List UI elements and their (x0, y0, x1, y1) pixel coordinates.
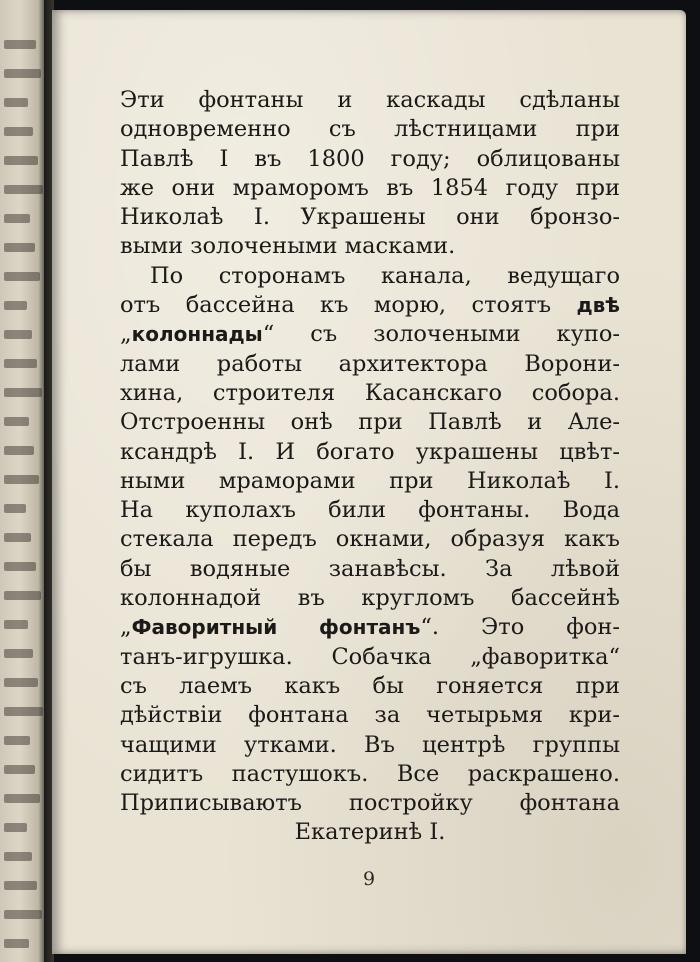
line-text: чащими утками. Въ центрѣ группы (120, 731, 620, 758)
text-line (120, 291, 620, 320)
line-text: танъ-игрушка. Собачка „фаворитка“ (120, 643, 620, 670)
line-text: Екатеринѣ I. (294, 819, 446, 846)
ghost-text-line (4, 417, 29, 426)
line-text: стекала передъ окнами, образуя какъ (120, 526, 620, 553)
text-line (120, 408, 620, 437)
line-text: дѣйствiи фонтана за четырьмя кри- (120, 702, 620, 729)
ghost-text-line (4, 533, 31, 542)
ghost-text-line (4, 243, 35, 252)
ghost-text-line (4, 823, 27, 832)
ghost-text-line (4, 794, 40, 803)
ghost-text-line (4, 272, 40, 281)
ghost-text-line (4, 156, 38, 165)
text-line (120, 584, 620, 613)
text-line (120, 496, 620, 525)
line-text: одновременно съ лѣстницами при (120, 116, 620, 143)
ghost-text-line (4, 98, 28, 107)
ghost-text-line (4, 591, 41, 600)
line-text: Николаѣ I. Украшены они бронзо- (120, 204, 620, 231)
ghost-text-line (4, 736, 30, 745)
text-line (120, 818, 620, 847)
line-text: По сторонамъ канала, ведущаго (150, 262, 620, 289)
ghost-text-line (4, 678, 38, 687)
ghost-text-line (4, 852, 32, 861)
text-line (120, 115, 620, 144)
bold-term: колоннады (131, 322, 263, 347)
book-page (52, 10, 686, 954)
ghost-text-line (4, 649, 33, 658)
line-text: колоннадой въ кругломъ бассейнѣ (120, 585, 620, 612)
text-line (120, 262, 620, 291)
text-line (120, 320, 620, 349)
ghost-text-line (4, 359, 37, 368)
line-text: На куполахъ били фонтаны. Вода (120, 497, 620, 524)
text-line (120, 438, 620, 467)
ghost-text-line (4, 127, 33, 136)
text-line (120, 760, 620, 789)
line-text: “ съ золочеными купо- (262, 321, 620, 348)
line-text: сидитъ пастушокъ. Все раскрашено. (120, 760, 620, 787)
text-line (120, 789, 620, 818)
text-line (120, 86, 620, 115)
text-line (120, 672, 620, 701)
ghost-text-line (4, 301, 27, 310)
ghost-text-line (4, 504, 26, 513)
line-text: хина, строителя Касанскаго собора. (120, 379, 620, 406)
line-text: Приписываютъ постройку фонтана (120, 790, 620, 817)
ghost-text-line (4, 707, 43, 716)
text-line (120, 467, 620, 496)
line-text: Эти фонтаны и каскады сдѣланы (120, 87, 620, 113)
ghost-text-line (4, 620, 28, 629)
line-text: Отстроенны онѣ при Павлѣ и Але- (120, 409, 620, 436)
ghost-text-line (4, 765, 35, 774)
ghost-text-line (4, 939, 29, 948)
line-text: же они мраморомъ въ 1854 году при (120, 174, 620, 201)
ghost-text-line (4, 562, 36, 571)
line-text: отъ бассейна къ морю, стоятъ (120, 292, 577, 319)
page-text (120, 86, 620, 848)
ghost-text-line (4, 388, 42, 397)
text-line (120, 379, 620, 408)
text-line (120, 701, 620, 730)
line-text: ксандрѣ I. И богато украшены цвѣт- (120, 438, 620, 465)
line-text: ными мраморами при Николаѣ I. (120, 467, 620, 494)
line-text: Павлѣ I въ 1800 году; облицованы (120, 145, 620, 172)
ghost-text-line (4, 185, 43, 194)
ghost-text-line (4, 330, 32, 339)
page-number: 9 (362, 868, 376, 890)
ghost-text-line (4, 214, 30, 223)
line-text: “. Это фон- (420, 614, 620, 641)
text-line (120, 232, 620, 261)
quote-mark: „ (120, 614, 132, 641)
quote-mark: „ (120, 321, 132, 348)
line-text: съ лаемъ какъ бы гоняется при (120, 672, 620, 699)
text-line (120, 203, 620, 232)
text-line (120, 731, 620, 760)
text-line (120, 174, 620, 203)
ghost-text-line (4, 910, 42, 919)
ghost-text-line (4, 475, 39, 484)
text-line (120, 525, 620, 554)
bold-term: Фаворитный фонтанъ (131, 615, 421, 640)
ghost-text-line (4, 69, 41, 78)
previous-page-edge (0, 0, 48, 962)
text-line (120, 555, 620, 584)
ghost-text-line (4, 446, 34, 455)
text-line (120, 613, 620, 642)
ghost-text-line (4, 40, 36, 49)
line-text: бы водяные занавѣсы. За лѣвой (120, 555, 620, 582)
line-text: выми золочеными масками. (120, 233, 456, 260)
text-line (120, 350, 620, 379)
bold-term: двѣ (576, 293, 620, 318)
text-line (120, 145, 620, 174)
line-text: лами работы архитектора Ворони- (120, 350, 620, 377)
text-line (120, 643, 620, 672)
ghost-text-line (4, 881, 37, 890)
